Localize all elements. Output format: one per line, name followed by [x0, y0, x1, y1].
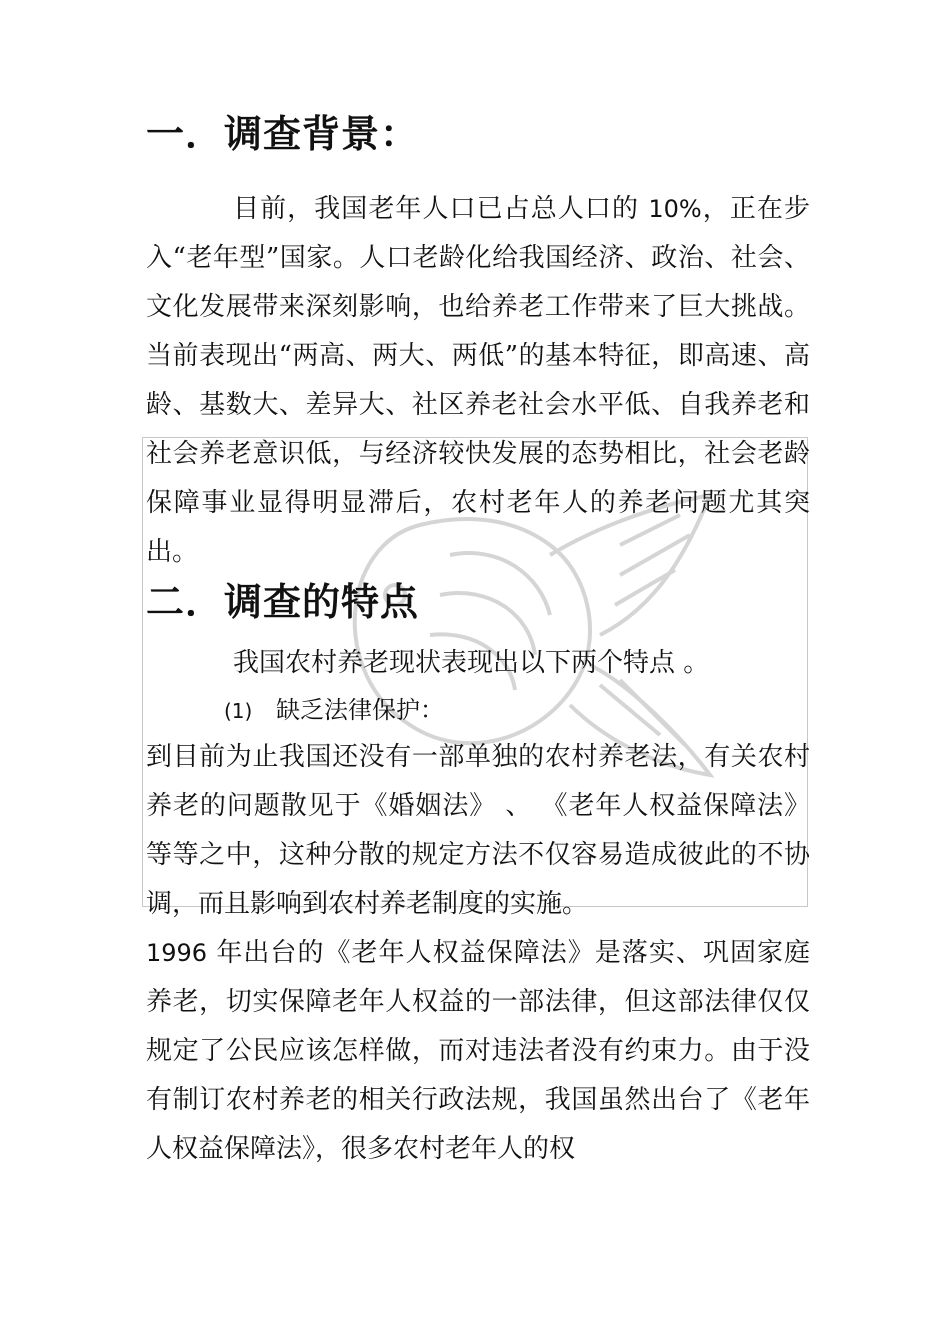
features-intro: 我国农村养老现状表现出以下两个特点 。 [233, 648, 710, 678]
percentage-value: 10% [648, 195, 702, 223]
year-value: 1996 [146, 939, 208, 967]
background-text-rest: ，正在步入“老年型”国家。人口老龄化给我国经济、政治、社会、文化发展带来深刻影响，也给养老工作带来了巨大挑战。当前表现出“两高、两大、两低”的基本特征，即高速、高龄、基数大、差异大、社区养老社会水平低、自我养老和社会养老意识低，与经济较快发展的态势相比，社会老龄保障事业显得明显滞后，农村老年人的养老问题尤其突出。 [146, 194, 810, 567]
background-paragraph [146, 185, 810, 577]
subitem-number: (1) [224, 699, 253, 723]
law-1996-text: 年出台的《老年人权益保障法》是落实、巩固家庭养老，切实保障老年人权益的一部法律，但这部法律仅仅规定了公民应该怎样做，而对违法者没有约束力。由于没有制订农村养老的相关行政法规，我国虽然出台了《老年人权益保障法》，很多农村老年人的权 [146, 938, 810, 1164]
law-1996-paragraph [146, 929, 810, 1174]
document-body [146, 105, 810, 1174]
subitem-lack-of-legal-protection [146, 688, 810, 733]
section-heading-background: 一．调查背景： [146, 112, 420, 156]
subitem-label: 缺乏法律保护： [276, 696, 444, 724]
section-heading-features: 二．调查的特点 [146, 580, 420, 624]
background-text-start: 目前，我国老年人口已占总人口的 [233, 194, 649, 224]
legal-protection-paragraph: 到目前为止我国还没有一部单独的农村养老法，有关农村养老的问题散见于《婚姻法》 、 《老年人权益保障法》等等之中，这种分散的规定方法不仅容易造成彼此的不协调，而且影响到农村养老制度的实施。 [146, 742, 810, 919]
